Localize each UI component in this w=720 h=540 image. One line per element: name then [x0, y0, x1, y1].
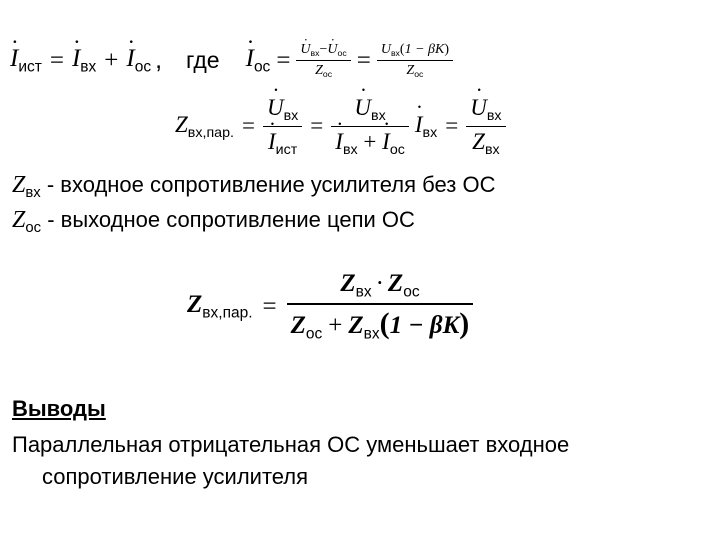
formula-symbol: · $I_{вх}$	[72, 45, 96, 76]
formula-feedback-currents	[10, 42, 453, 79]
equals-sign: =	[241, 113, 255, 139]
equals-sign: =	[49, 46, 64, 74]
fraction: · $\frac{U_{вх}}{Z_{вх}}$	[466, 95, 505, 158]
comma: ,	[155, 46, 163, 75]
formula-input-impedance-result	[187, 270, 473, 344]
definition-zvx: $Z_{вх}$ - входное сопротивление усилителя без ОС	[12, 172, 496, 202]
equals-sign: =	[445, 113, 459, 139]
equals-sign: =	[310, 113, 324, 139]
conclusion-line-2: сопротивление усилителя	[42, 464, 309, 489]
formula-symbol: · $I_{ос}$	[126, 45, 151, 76]
equals-sign: =	[262, 292, 277, 320]
formula-symbol: · $I_{вх}$	[415, 112, 437, 141]
definition-zos: $Z_{ос}$ - выходное сопротивление цепи ОС	[12, 207, 415, 237]
formula-symbol: $Z_{вх,пар.}$	[175, 111, 234, 141]
conclusion-heading: Выводы	[12, 396, 106, 421]
fraction: · $U_{вх}$ · $I_{ист}$	[263, 95, 302, 158]
conclusion-line-1: Параллельная отрицательная ОС уменьшает входное	[12, 432, 570, 457]
plus-sign: +	[104, 46, 119, 74]
formula-symbol: · $I_{ист}$	[10, 45, 42, 76]
fraction: · $U_{вх}$ · $I_{вх}$ + · $I_{ос}$	[331, 95, 409, 158]
formula-input-impedance-derivation	[175, 95, 506, 158]
where-label: где	[186, 47, 220, 74]
formula-symbol: $Z_{вх,пар.}$	[187, 291, 253, 322]
fraction: $\frac{U_{вх}(1 - \beta K)}{Z_{ос}}$	[377, 42, 453, 79]
equals-sign: =	[276, 46, 291, 74]
formula-symbol: · $I_{ос}$	[246, 45, 271, 76]
equals-sign: =	[356, 46, 371, 74]
fraction: · $\frac{U_{вх}-\cdot U_{ос}}{Z_{ос}}$	[296, 42, 350, 79]
fraction: $\frac{Z_{вх} \cdot Z_{ос}}{Z_{ос} + Z_{вх}(1 - \beta K)}$	[287, 270, 474, 344]
